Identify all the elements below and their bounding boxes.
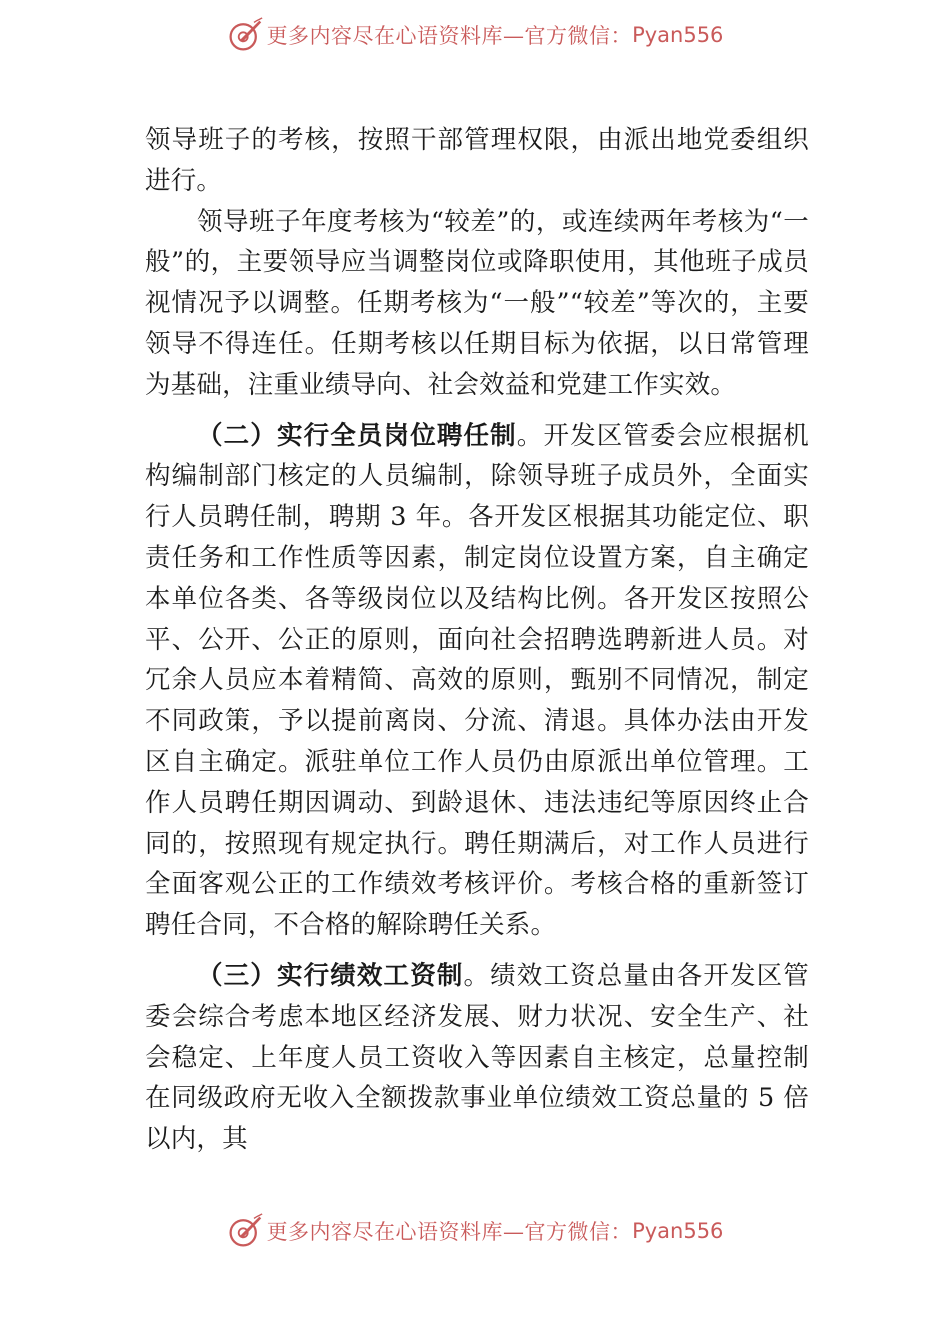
banner-text: 更多内容尽在心语资料库—官方微信： [266, 24, 633, 48]
paragraph-4-body: 。绩效工资总量由各开发区管委会综合考虑本地区经济发展、财力状况、安全生产、社会稳定、上年度人员工资收入等因素自主核定，总量控制在同级政府无收入全额拨款事业单位绩效工资总量的 5 倍以内，其 [145, 960, 809, 1155]
quill-pen-logo-icon [227, 1213, 263, 1249]
paragraph-3-body: 。开发区管委会应根据机构编制部门核定的人员编制，除领导班子成员外，全面实行人员聘任制，聘期 3 年。各开发区根据其功能定位、职责任务和工作性质等因素，制定岗位设置方案，自主确定本单位各类、各等级岗位以及结构比例。各开发区按照公平、公开、公正的原则，面向社会招聘选聘新进人员。对冗余人员应本着精简、高效的原则，甄别不同情况，制定不同政策，予以提前离岗、分流、清退。具体办法由开发区自主确定。派驻单位工作人员仍由原派出单位管理。工作人员聘任期因调动、到龄退休、违法违纪等原因终止合同的，按照现有规定执行。聘任期满后，对工作人员进行全面客观公正的工作绩效考核评价。考核合格的重新签订聘任合同，不合格的解除聘任关系。 [145, 420, 809, 941]
paragraph-gap [145, 406, 809, 416]
quill-pen-logo-icon [227, 17, 263, 53]
paragraph-4 [145, 956, 809, 1160]
section-heading-2: （二）实行全员岗位聘任制 [197, 420, 517, 451]
paragraph-gap [145, 946, 809, 956]
header-banner [0, 10, 950, 60]
footer-banner [0, 1206, 950, 1256]
banner-wechat-id: Pyan556 [632, 23, 724, 47]
banner-text: 更多内容尽在心语资料库—官方微信： [266, 1220, 633, 1244]
paragraph-1: 领导班子的考核，按照干部管理权限，由派出地党委组织进行。 [145, 125, 809, 196]
paragraph-2: 领导班子年度考核为“较差”的，或连续两年考核为“一般”的，主要领导应当调整岗位或降职使用，其他班子成员视情况予以调整。任期考核为“一般”“较差”等次的，主要领导不得连任。任期考核以任期目标为依据，以日常管理为基础，注重业绩导向、社会效益和党建工作实效。 [145, 206, 809, 400]
document-body [145, 120, 809, 1160]
paragraph-3 [145, 416, 809, 946]
section-heading-3: （三）实行绩效工资制 [197, 960, 464, 991]
banner-wechat-id: Pyan556 [632, 1219, 724, 1243]
